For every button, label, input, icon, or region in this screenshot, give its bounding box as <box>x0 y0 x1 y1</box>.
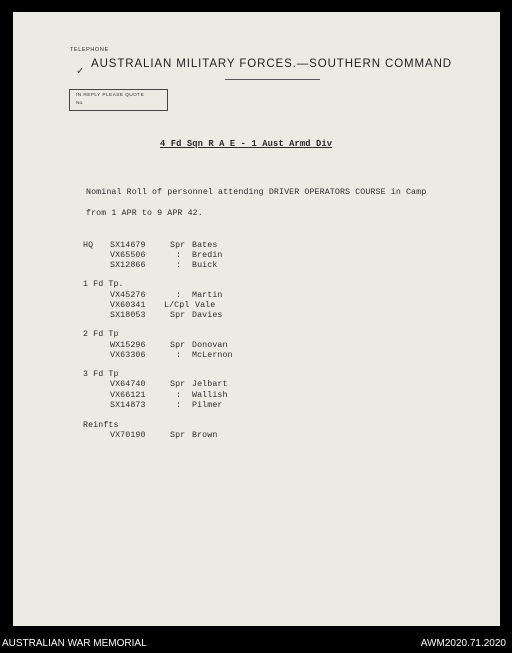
rank: Spr <box>170 341 186 350</box>
intro-line-1: Nominal Roll of personnel attending DRIVER OPERATORS COURSE in Camp <box>86 188 427 197</box>
surname: Brown <box>192 431 218 440</box>
service-number: VX70190 <box>110 431 146 440</box>
letterhead-title: AUSTRALIAN MILITARY FORCES.—SOUTHERN COMMAND <box>91 58 452 70</box>
surname: Bates <box>192 241 218 250</box>
surname: Jelbart <box>192 380 228 389</box>
reply-label: IN REPLY PLEASE QUOTE <box>76 93 145 98</box>
rank: : <box>176 401 182 410</box>
service-number: VX60341 <box>110 301 146 310</box>
footer-accession-number: AWM2020.71.2020 <box>420 638 506 649</box>
rank: : <box>176 261 182 270</box>
service-number: VX65506 <box>110 251 146 260</box>
service-number: SX14873 <box>110 401 146 410</box>
reply-box <box>69 89 168 111</box>
surname: Pilmer <box>192 401 223 410</box>
rank: : <box>176 251 182 260</box>
rank: : <box>176 351 182 360</box>
telephone-label: TELEPHONE <box>70 47 109 53</box>
surname: Vale <box>195 301 216 310</box>
service-number: VX63306 <box>110 351 146 360</box>
surname: Buick <box>192 261 218 270</box>
service-number: SX14679 <box>110 241 146 250</box>
handwritten-mark: ✓ <box>76 66 85 77</box>
service-number: SX12866 <box>110 261 146 270</box>
rank: L/Cpl <box>164 301 190 310</box>
group-label-reinfts: Reinfts <box>83 421 119 430</box>
document-page <box>13 12 500 626</box>
reply-no-label: No. <box>76 101 84 106</box>
service-number: VX64740 <box>110 380 146 389</box>
unit-title: 4 Fd Sqn R A E - 1 Aust Armd Div <box>160 139 333 149</box>
service-number: VX66121 <box>110 391 146 400</box>
surname: Bredin <box>192 251 223 260</box>
rank: Spr <box>170 380 186 389</box>
intro-line-2: from 1 APR to 9 APR 42. <box>86 209 203 218</box>
rank: Spr <box>170 241 186 250</box>
group-label-2-fd-tp: 2 Fd Tp <box>83 330 119 339</box>
group-label-1-fd-tp: 1 Fd Tp. <box>83 280 124 289</box>
group-label-hq: HQ <box>83 241 94 250</box>
surname: Martin <box>192 291 223 300</box>
service-number: SX18053 <box>110 311 146 320</box>
rank: Spr <box>170 311 186 320</box>
footer-institution: AUSTRALIAN WAR MEMORIAL <box>2 638 147 649</box>
rank: : <box>176 391 182 400</box>
surname: Davies <box>192 311 223 320</box>
header-divider <box>225 79 320 80</box>
service-number: VX45276 <box>110 291 146 300</box>
surname: Wallish <box>192 391 228 400</box>
service-number: WX15296 <box>110 341 146 350</box>
rank: : <box>176 291 182 300</box>
rank: Spr <box>170 431 186 440</box>
surname: McLernon <box>192 351 233 360</box>
surname: Donovan <box>192 341 228 350</box>
group-label-3-fd-tp: 3 Fd Tp <box>83 370 119 379</box>
